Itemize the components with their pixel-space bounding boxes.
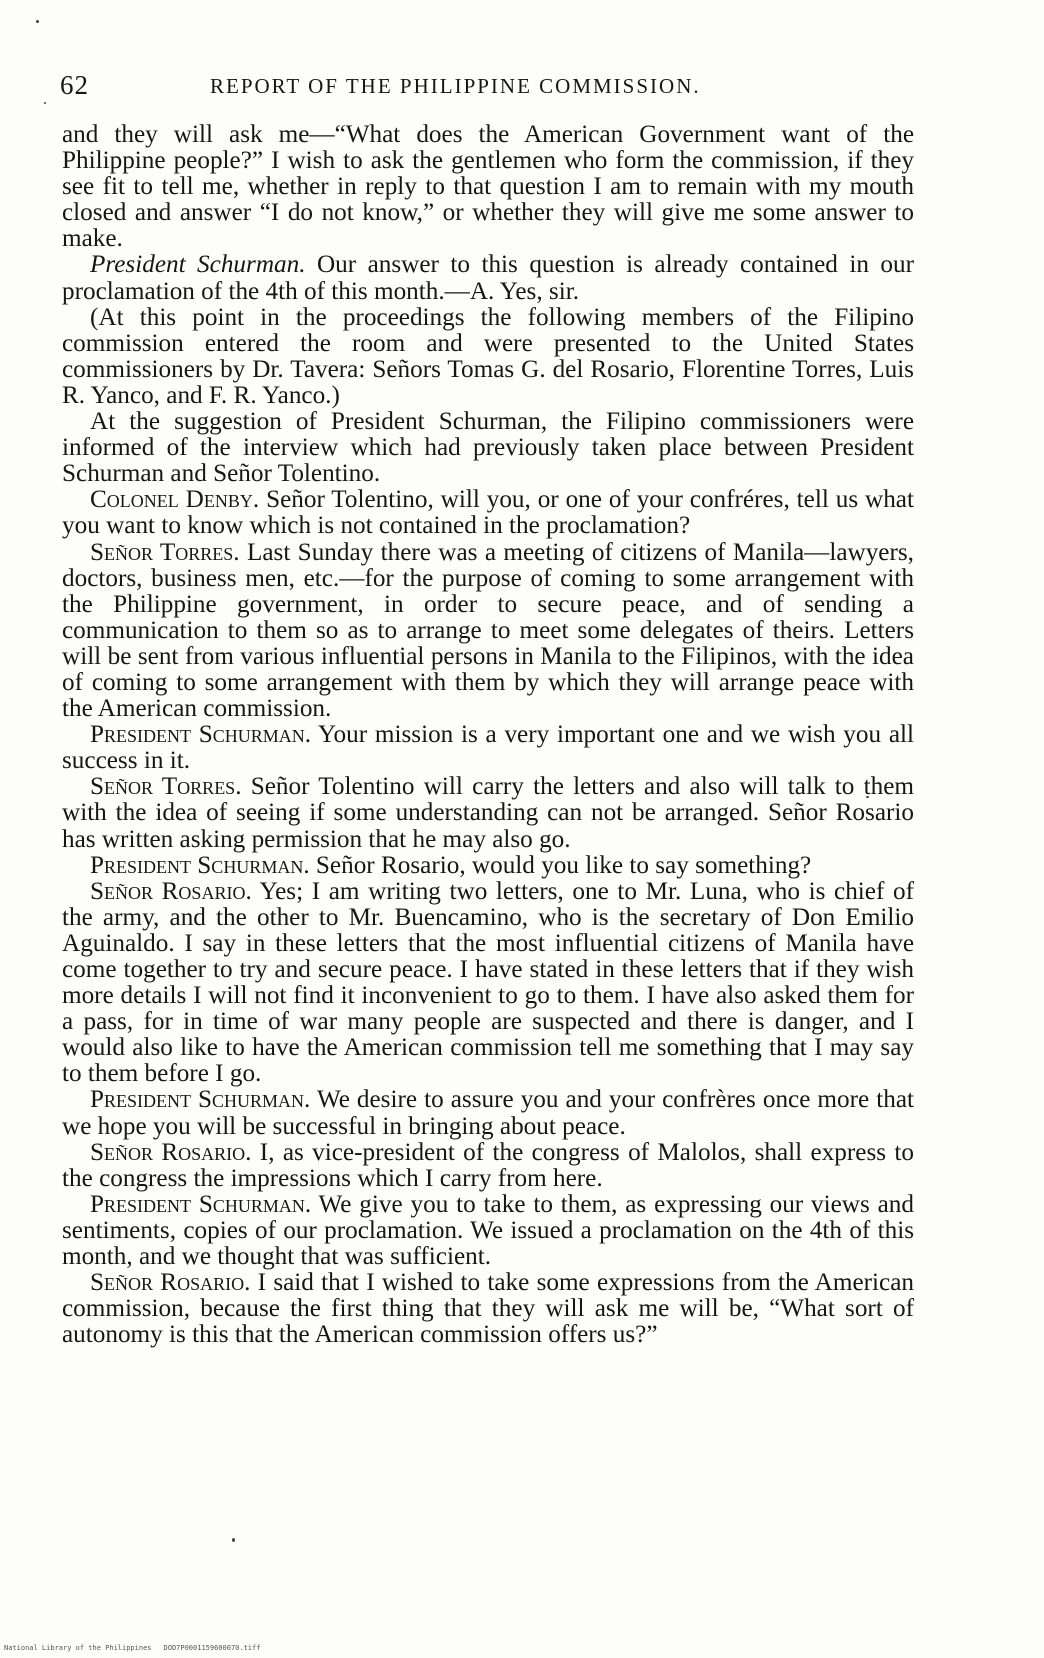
paragraph <box>62 540 914 723</box>
speaker-name: President Schurman. <box>90 1190 312 1218</box>
paragraph <box>62 1192 914 1270</box>
paragraph <box>62 305 914 409</box>
paragraph <box>62 122 914 252</box>
paragraph <box>62 853 914 879</box>
page-number: 62 <box>60 70 89 100</box>
scan-speck <box>232 1538 235 1542</box>
paragraph-text: I said that I wished to take some expressions from the American commission, because the first thing that they will ask me will be, “What sort of autonomy is this that the American commission offers us?” <box>62 1269 914 1349</box>
paragraph-text: Señor Rosario, would you like to say something? <box>309 851 812 879</box>
speaker-name: Señor Rosario. <box>90 877 252 905</box>
paragraph <box>62 1140 914 1192</box>
speaker-name: President Schurman. <box>90 251 306 279</box>
scan-footer <box>4 1644 404 1652</box>
paragraph-text: Yes; I am writing two letters, one to Mr. Luna, who is chief of the army, and the other to Mr. Buencamino, who is the secretary of Don Emilio Aguinaldo. I say in these letters that the most influential citizens of Manila have come together to try and secure peace. I have stated in these letters that if they wish more details I will not find it inconvenient to go to them. I have also asked them for a pass, for in time of war many people are suspected and there is danger, and I would also like to have the American commission tell me something that I may say to them before I go. <box>62 877 914 1088</box>
speaker-name: President Schurman. <box>90 851 310 879</box>
speaker-name: Colonel Denby. <box>90 486 260 514</box>
paragraph-text: Señor Tolentino will carry the letters and also will talk to them with the idea of seeing if some understanding can not be arranged. Señor Rosario has written asking permission that he may also go. <box>62 773 914 853</box>
running-title: REPORT OF THE PHILIPPINE COMMISSION. <box>210 74 701 98</box>
speaker-name: Señor Rosario. <box>90 1138 252 1166</box>
paragraph-text: At the suggestion of President Schurman, the Filipino commissioners were informed of the interview which had previously taken place between President Schurman and Señor Tolentino. <box>62 408 914 488</box>
paragraph-text: (At this point in the proceedings the following members of the Filipino commission entered the room and were presented to the United States commissioners by Dr. Tavera: Señors Tomas G. del Rosario, Florentine Torres, Luis R. Yanco, and F. R. Yanco.) <box>62 303 914 409</box>
paragraph <box>62 774 914 852</box>
paragraph-text: Señor Tolentino, will you, or one of your confréres, tell us what you want to know which is not contained in the proclamation? <box>62 486 914 540</box>
speaker-name: President Schurman. <box>90 721 312 749</box>
paragraph <box>62 252 914 304</box>
scan-speck <box>44 102 46 104</box>
paragraph-text: I, as vice-president of the congress of Malolos, shall express to the congress the impressions which I carry from here. <box>62 1138 914 1192</box>
paragraph <box>62 1087 914 1139</box>
page-header <box>60 70 930 106</box>
paragraph <box>62 487 914 539</box>
paragraph-text: We desire to assure you and your confrères once more that we hope you will be successful in bringing about peace. <box>62 1086 914 1140</box>
paragraph <box>62 409 914 487</box>
paragraph-text: and they will ask me—“What does the American Government want of the Philippine people?” I wish to ask the gentlemen who form the commission, if they see fit to tell me, whether in reply to that question I am to remain with my mouth closed and answer “I do not know,” or whether they will give me some answer to make. <box>62 121 914 253</box>
paragraph <box>62 722 914 774</box>
page-body <box>62 122 914 1348</box>
paragraph <box>62 879 914 1088</box>
paragraph-text: We give you to take to them, as expressing our views and sentiments, copies of our proclamation. We issued a proclamation on the 4th of this month, and we thought that was sufficient. <box>62 1190 914 1271</box>
speaker-name: Señor Torres. <box>90 538 240 566</box>
paragraph-text: Your mission is a very important one and we wish you all success in it. <box>62 721 915 775</box>
speaker-name: Señor Rosario. <box>90 1269 251 1297</box>
scan-speck <box>36 20 39 23</box>
file-name: DOD7P0001159600070.tiff <box>163 1644 261 1652</box>
speaker-name: President Schurman. <box>90 1086 311 1114</box>
speaker-name: Señor Torres. <box>90 773 242 801</box>
paragraph-text: Our answer to this question is already contained in our proclamation of the 4th of this month.—A. Yes, sir. <box>62 251 914 305</box>
library-credit: National Library of the Philippines <box>4 1644 152 1652</box>
paragraph <box>62 1270 914 1348</box>
paragraph-text: Last Sunday there was a meeting of citizens of Manila—lawyers, doctors, business men, etc.—for the purpose of coming to some arrangement with the Philippine government, in order to secure peace, and of sending a communication to them so as to arrange to meet some delegates of theirs. Letters will be sent from various influential persons in Manila to the Filipinos, with the idea of coming to some arrangement with them by which they will arrange peace with the American commission. <box>62 538 914 723</box>
